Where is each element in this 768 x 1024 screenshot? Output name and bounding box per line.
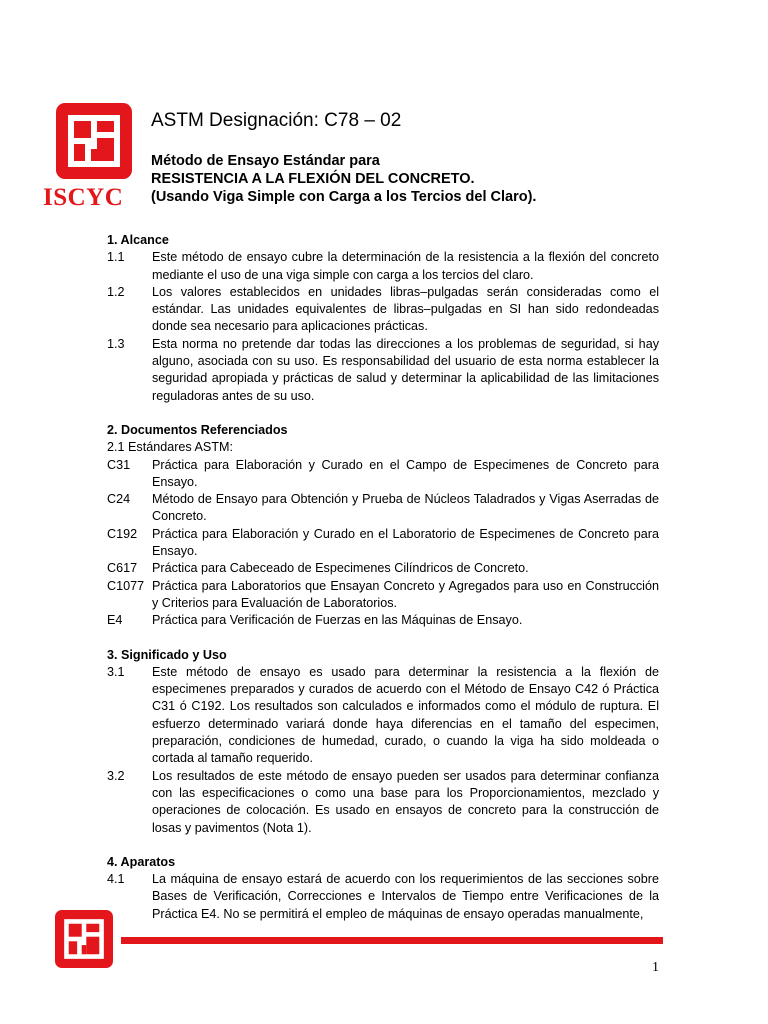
paragraph-number: 1.3 xyxy=(107,336,125,351)
document-subtitle xyxy=(151,152,536,206)
paragraph xyxy=(107,249,659,284)
subtitle-line: (Usando Viga Simple con Carga a los Tercios del Claro). xyxy=(151,189,537,205)
paragraph-number: 4.1 xyxy=(107,872,125,887)
reference-text: Práctica para Laboratorios que Ensayan Concreto y Agregados para uso en Construcción y Criterios para Evaluación de Laboratorios. xyxy=(152,578,659,610)
paragraph-text: Este método de ensayo cubre la determinación de la resistencia a la flexión del concreto mediante el uso de una viga simple con carga a los tercios del claro. xyxy=(152,250,659,282)
reference-text: Práctica para Cabeceado de Especimenes Cilíndricos de Concreto. xyxy=(152,561,529,576)
reference-code: C1077 xyxy=(107,578,145,593)
paragraph xyxy=(107,336,659,405)
reference-item xyxy=(107,578,659,613)
page-number: 1 xyxy=(652,960,659,975)
paragraph-number: 1.2 xyxy=(107,284,125,299)
iscyc-logo-footer-icon xyxy=(55,909,113,969)
section-heading: 2. Documentos Referenciados xyxy=(107,422,288,437)
reference-text: Práctica para Elaboración y Curado en el Laboratorio de Especimenes de Concreto para Ensayo. xyxy=(152,526,659,559)
reference-code: C31 xyxy=(107,457,131,472)
section-heading: 1. Alcance xyxy=(107,233,169,247)
reference-item xyxy=(107,457,659,492)
footer-rule xyxy=(121,937,663,944)
reference-code: C24 xyxy=(107,492,131,507)
subtitle-line: Método de Ensayo Estándar para xyxy=(151,153,380,169)
reference-text: Práctica para Verificación de Fuerzas en las Máquinas de Ensayo. xyxy=(152,613,523,628)
reference-item xyxy=(107,526,659,561)
reference-item xyxy=(107,491,659,526)
paragraph xyxy=(107,768,659,837)
paragraph xyxy=(107,871,659,923)
section-heading: 4. Aparatos xyxy=(107,854,176,869)
paragraph-text: Esta norma no pretende dar todas las direcciones a los problemas de seguridad, si hay alguno, asociada con su uso. Es responsabilidad del usuario de esta norma establecer la seguridad apropiada y prácticas de salud y determinar la aplicabilidad de las limitaciones reguladoras antes de su uso. xyxy=(152,336,659,403)
subtitle-line: RESISTENCIA A LA FLEXIÓN DEL CONCRETO. xyxy=(151,171,475,187)
reference-text: Práctica para Elaboración y Curado en el Campo de Especimenes de Concreto para Ensayo. xyxy=(152,457,659,489)
paragraph-text: Este método de ensayo es usado para determinar la resistencia a la flexión de especimenes preparados y curados de acuerdo con el Método de Ensayo C42 ó Práctica C31 ó C192. Los resultados son calculados e informados como el módulo de ruptura. El esfuerzo determinado variará donde haya diferencias en el tamaño del especimen, preparación, condiciones de humedad, curado, o cuando la viga ha sido moldeada o cortada al tamaño requerido. xyxy=(152,664,659,766)
paragraph-text: Los valores establecidos en unidades libras–pulgadas serán consideradas como el estándar. Las unidades equivalentes de libras–pulgadas en SI han sido redondeadas donde sea necesario para aplicaciones prácticas. xyxy=(152,284,659,334)
paragraph-number: 1.1 xyxy=(107,250,125,265)
reference-code: E4 xyxy=(107,613,123,628)
reference-code: C617 xyxy=(107,561,138,576)
reference-code: C192 xyxy=(107,526,138,541)
paragraph-number: 3.2 xyxy=(107,768,125,783)
document-body xyxy=(107,232,659,923)
reference-item xyxy=(107,560,659,577)
logo-text: ISCYC xyxy=(43,184,124,211)
subsection-intro: 2.1 Estándares ASTM: xyxy=(107,440,233,455)
reference-item xyxy=(107,612,659,629)
reference-text: Método de Ensayo para Obtención y Prueba de Núcleos Taladrados y Vigas Aserradas de Concreto. xyxy=(152,492,659,524)
section-heading: 3. Significado y Uso xyxy=(107,647,227,662)
paragraph xyxy=(107,284,659,336)
paragraph-text: La máquina de ensayo estará de acuerdo con los requerimientos de las secciones sobre Bases de Verificación, Correcciones e Intervalos de Tiempo entre Verificaciones de la Práctica E4. No se permitirá el empleo de máquinas de ensayo operadas manualmente, xyxy=(152,872,659,921)
paragraph-text: Los resultados de este método de ensayo pueden ser usados para determinar confianza con las especificaciones o como una base para los Proporcionamientos, mezclado y operaciones de colocación. Es usado en ensayos de concreto para la construcción de losas y pavimentos (Nota 1). xyxy=(152,768,659,835)
page-title: ASTM Designación: C78 – 02 xyxy=(151,110,402,131)
iscyc-logo-icon xyxy=(56,103,132,179)
paragraph xyxy=(107,664,659,768)
paragraph-number: 3.1 xyxy=(107,664,125,679)
